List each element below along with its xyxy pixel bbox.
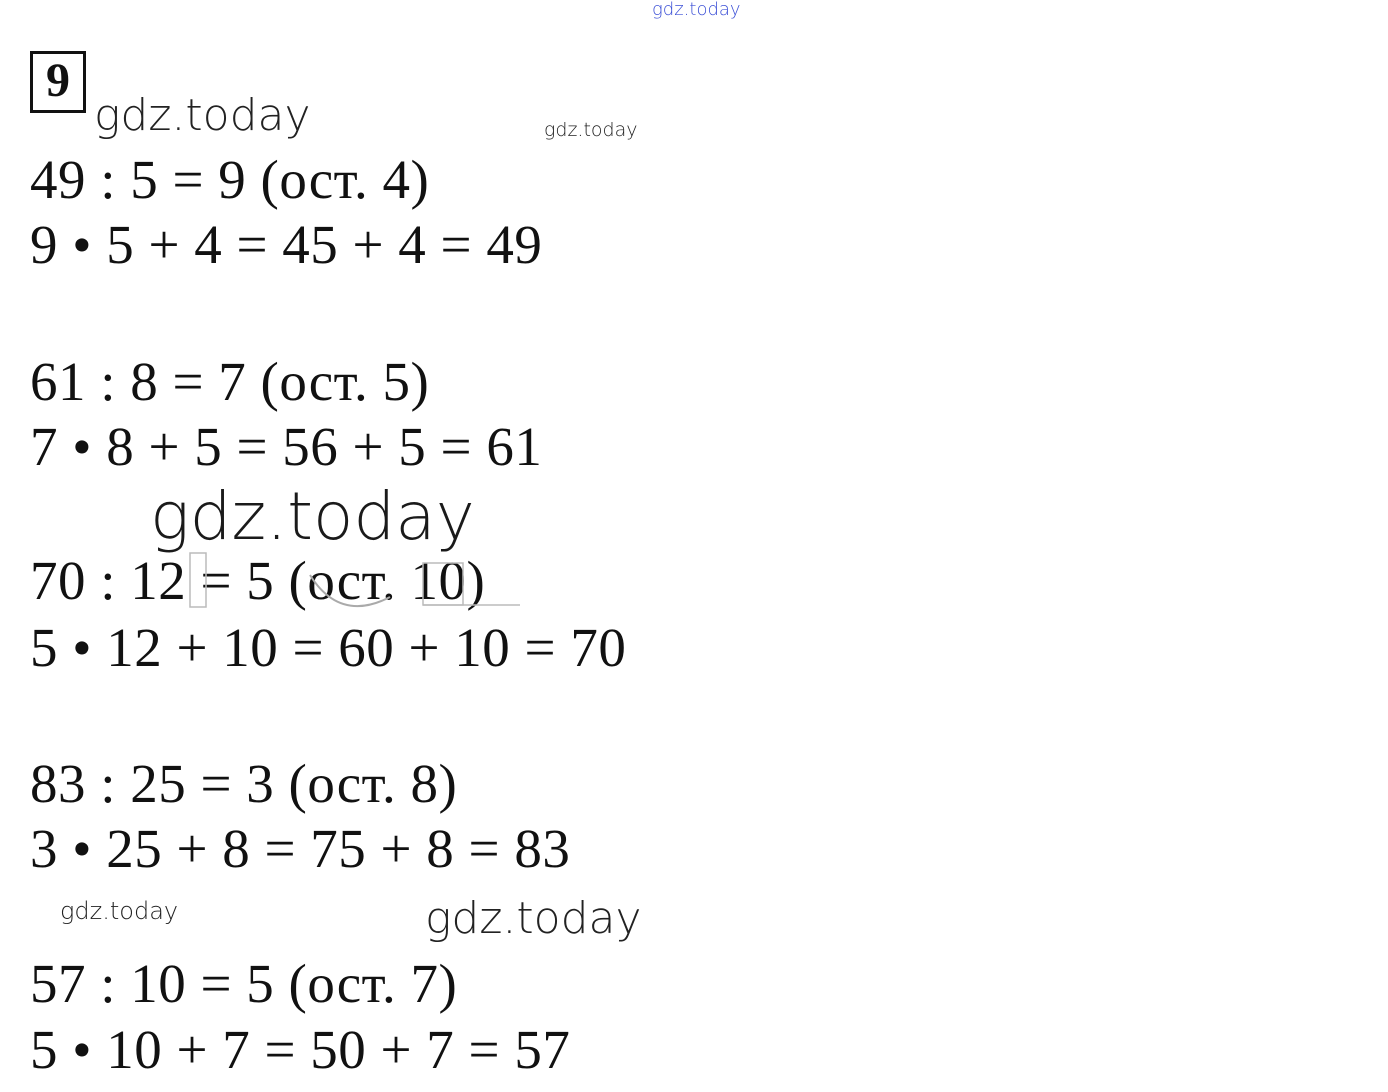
equation-3-division: 70 : 12 = 5 (ост. 10) — [30, 550, 486, 611]
watermark-top: gdz.today — [652, 0, 741, 20]
watermark-d: gdz.today — [60, 897, 179, 925]
watermark-e: gdz.today — [425, 893, 642, 944]
equation-2-check: 7 • 8 + 5 = 56 + 5 = 61 — [30, 416, 543, 477]
task-number: 9 — [46, 54, 70, 107]
equation-4-division: 83 : 25 = 3 (ост. 8) — [30, 753, 458, 814]
equation-5-check: 5 • 10 + 7 = 50 + 7 = 57 — [30, 1019, 571, 1080]
task-number-box — [30, 51, 86, 113]
equation-4-check: 3 • 25 + 8 = 75 + 8 = 83 — [30, 818, 571, 879]
equation-2-division: 61 : 8 = 7 (ост. 5) — [30, 351, 430, 412]
watermark-c: gdz.today — [150, 478, 475, 555]
equation-1-check: 9 • 5 + 4 = 45 + 4 = 49 — [30, 214, 543, 275]
watermark-b: gdz.today — [544, 119, 638, 141]
equation-3-check: 5 • 12 + 10 = 60 + 10 = 70 — [30, 617, 627, 678]
equation-1-division: 49 : 5 = 9 (ост. 4) — [30, 149, 430, 210]
watermark-a: gdz.today — [94, 90, 311, 141]
equation-5-division: 57 : 10 = 5 (ост. 7) — [30, 953, 458, 1014]
